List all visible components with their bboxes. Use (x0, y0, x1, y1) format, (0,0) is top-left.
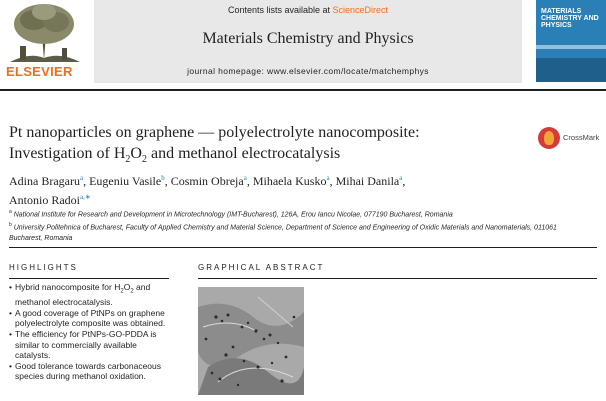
title-subscript: 2 (125, 154, 131, 166)
title-part: Investigation of H (9, 145, 126, 162)
journal-cover-thumbnail[interactable] (536, 0, 606, 82)
highlights-heading: HIGHLIGHTS (9, 263, 78, 272)
crossmark-badge[interactable] (538, 127, 600, 149)
highlight-text: and methanol electrocatalysis. (15, 282, 151, 308)
highlight-item (9, 329, 169, 361)
header-rule (0, 89, 606, 91)
journal-header (0, 0, 606, 86)
elsevier-wordmark: ELSEVIER (6, 64, 73, 79)
highlight-text: Hybrid nanocomposite for H (15, 282, 121, 292)
highlights-rule (9, 278, 169, 279)
author-affiliation-mark[interactable]: a (399, 174, 403, 182)
affiliation-text: National Institute for Research and Development in Microtechnology (IMT-Bucharest), 126A, Erou Iancu Nicolae, 077190 Bucharest, Romania (13, 211, 453, 219)
article-title (9, 122, 529, 170)
cover-footer-block (536, 58, 606, 82)
highlight-text: O (123, 282, 131, 292)
highlight-subscript: 2 (120, 288, 124, 295)
graphical-abstract-heading: GRAPHICAL ABSTRACT (198, 263, 325, 272)
journal-title[interactable]: Materials Chemistry and Physics (202, 30, 414, 47)
author-affiliation-mark[interactable]: a,∗ (80, 193, 91, 201)
contents-availability (94, 5, 522, 15)
homepage-prefix: journal homepage: (187, 66, 268, 76)
title-part: O (130, 145, 142, 162)
highlights-list (9, 282, 169, 382)
cover-stripe (536, 45, 606, 49)
author-affiliation-mark[interactable]: a (79, 174, 84, 182)
author-name[interactable]: Mihai Danila (335, 174, 400, 188)
section-divider (9, 247, 597, 248)
journal-banner (94, 0, 522, 83)
tem-micrograph-image[interactable] (198, 287, 304, 395)
crossmark-label: CrossMark (563, 133, 600, 142)
highlight-text: The efficiency for PtNPs-GO-PDDA is similar to commercially available catalysts. (15, 329, 157, 361)
title-subscript: 2 (141, 154, 147, 166)
affiliations (9, 207, 569, 244)
author-name[interactable]: Eugeniu Vasile (89, 174, 162, 188)
author-name[interactable]: Cosmin Obreja (170, 174, 244, 188)
author-affiliation-mark[interactable]: a (243, 174, 247, 182)
bullet-icon: • (9, 360, 12, 371)
bullet-icon: • (9, 307, 12, 318)
author-list: Adina Bragaru$^a$, Eugeniu Vasile$^b$, Cosmin Obreja$^a$, Mihaela Kusko$^a$, Mihai Danila$^a$, Antonio Radoi$^{a,∗}$ (9, 174, 406, 207)
homepage-link[interactable]: www.elsevier.com/locate/matchemphys (267, 66, 429, 76)
author-affiliation-mark[interactable]: b (161, 174, 165, 182)
graphical-abstract-rule (198, 278, 597, 279)
author-name[interactable]: Mihaela Kusko (252, 174, 327, 188)
highlight-text: Good tolerance towards carbonaceous species during methanol oxidation. (15, 360, 162, 382)
sciencedirect-link[interactable]: ScienceDirect (332, 5, 389, 15)
bullet-icon: • (9, 329, 12, 340)
bullet-icon: • (9, 282, 12, 292)
highlight-subscript: 2 (130, 288, 134, 295)
highlight-item (9, 361, 169, 382)
title-part: and methanol electrocatalysis (146, 145, 341, 162)
affiliation-text: University Politehnica of Bucharest, Faculty of Applied Chemistry and Material Science, Department of Science and Engineering of Oxidic Materials and Nanomaterials, 011061 Bucharest, Romania (9, 224, 557, 242)
highlight-text: A good coverage of PtNPs on graphene polyelectrolyte composite was obtained. (15, 307, 166, 329)
crossmark-icon (538, 127, 560, 149)
highlight-item (9, 282, 169, 308)
author-affiliation-mark[interactable]: a (326, 174, 330, 182)
highlight-item (9, 308, 169, 329)
cover-title: MATERIALS CHEMISTRY AND PHYSICS (541, 8, 599, 29)
author-name[interactable]: Antonio Radoi (9, 193, 80, 207)
affiliation-mark: b (9, 222, 12, 229)
tree-illustration (0, 0, 88, 64)
elsevier-tree-logo[interactable] (0, 0, 88, 82)
author-name[interactable]: Adina Bragaru (9, 174, 80, 188)
affiliation-item (9, 207, 569, 220)
contents-prefix: Contents lists available at (227, 5, 333, 15)
title-line-1: Pt nanoparticles on graphene — polyelectrolyte nanocomposite: (9, 124, 420, 141)
affiliation-mark: a (9, 209, 12, 215)
journal-homepage (94, 66, 522, 76)
micrograph-texture (198, 287, 304, 395)
affiliation-item (9, 220, 569, 243)
title-line-2 (9, 143, 529, 170)
